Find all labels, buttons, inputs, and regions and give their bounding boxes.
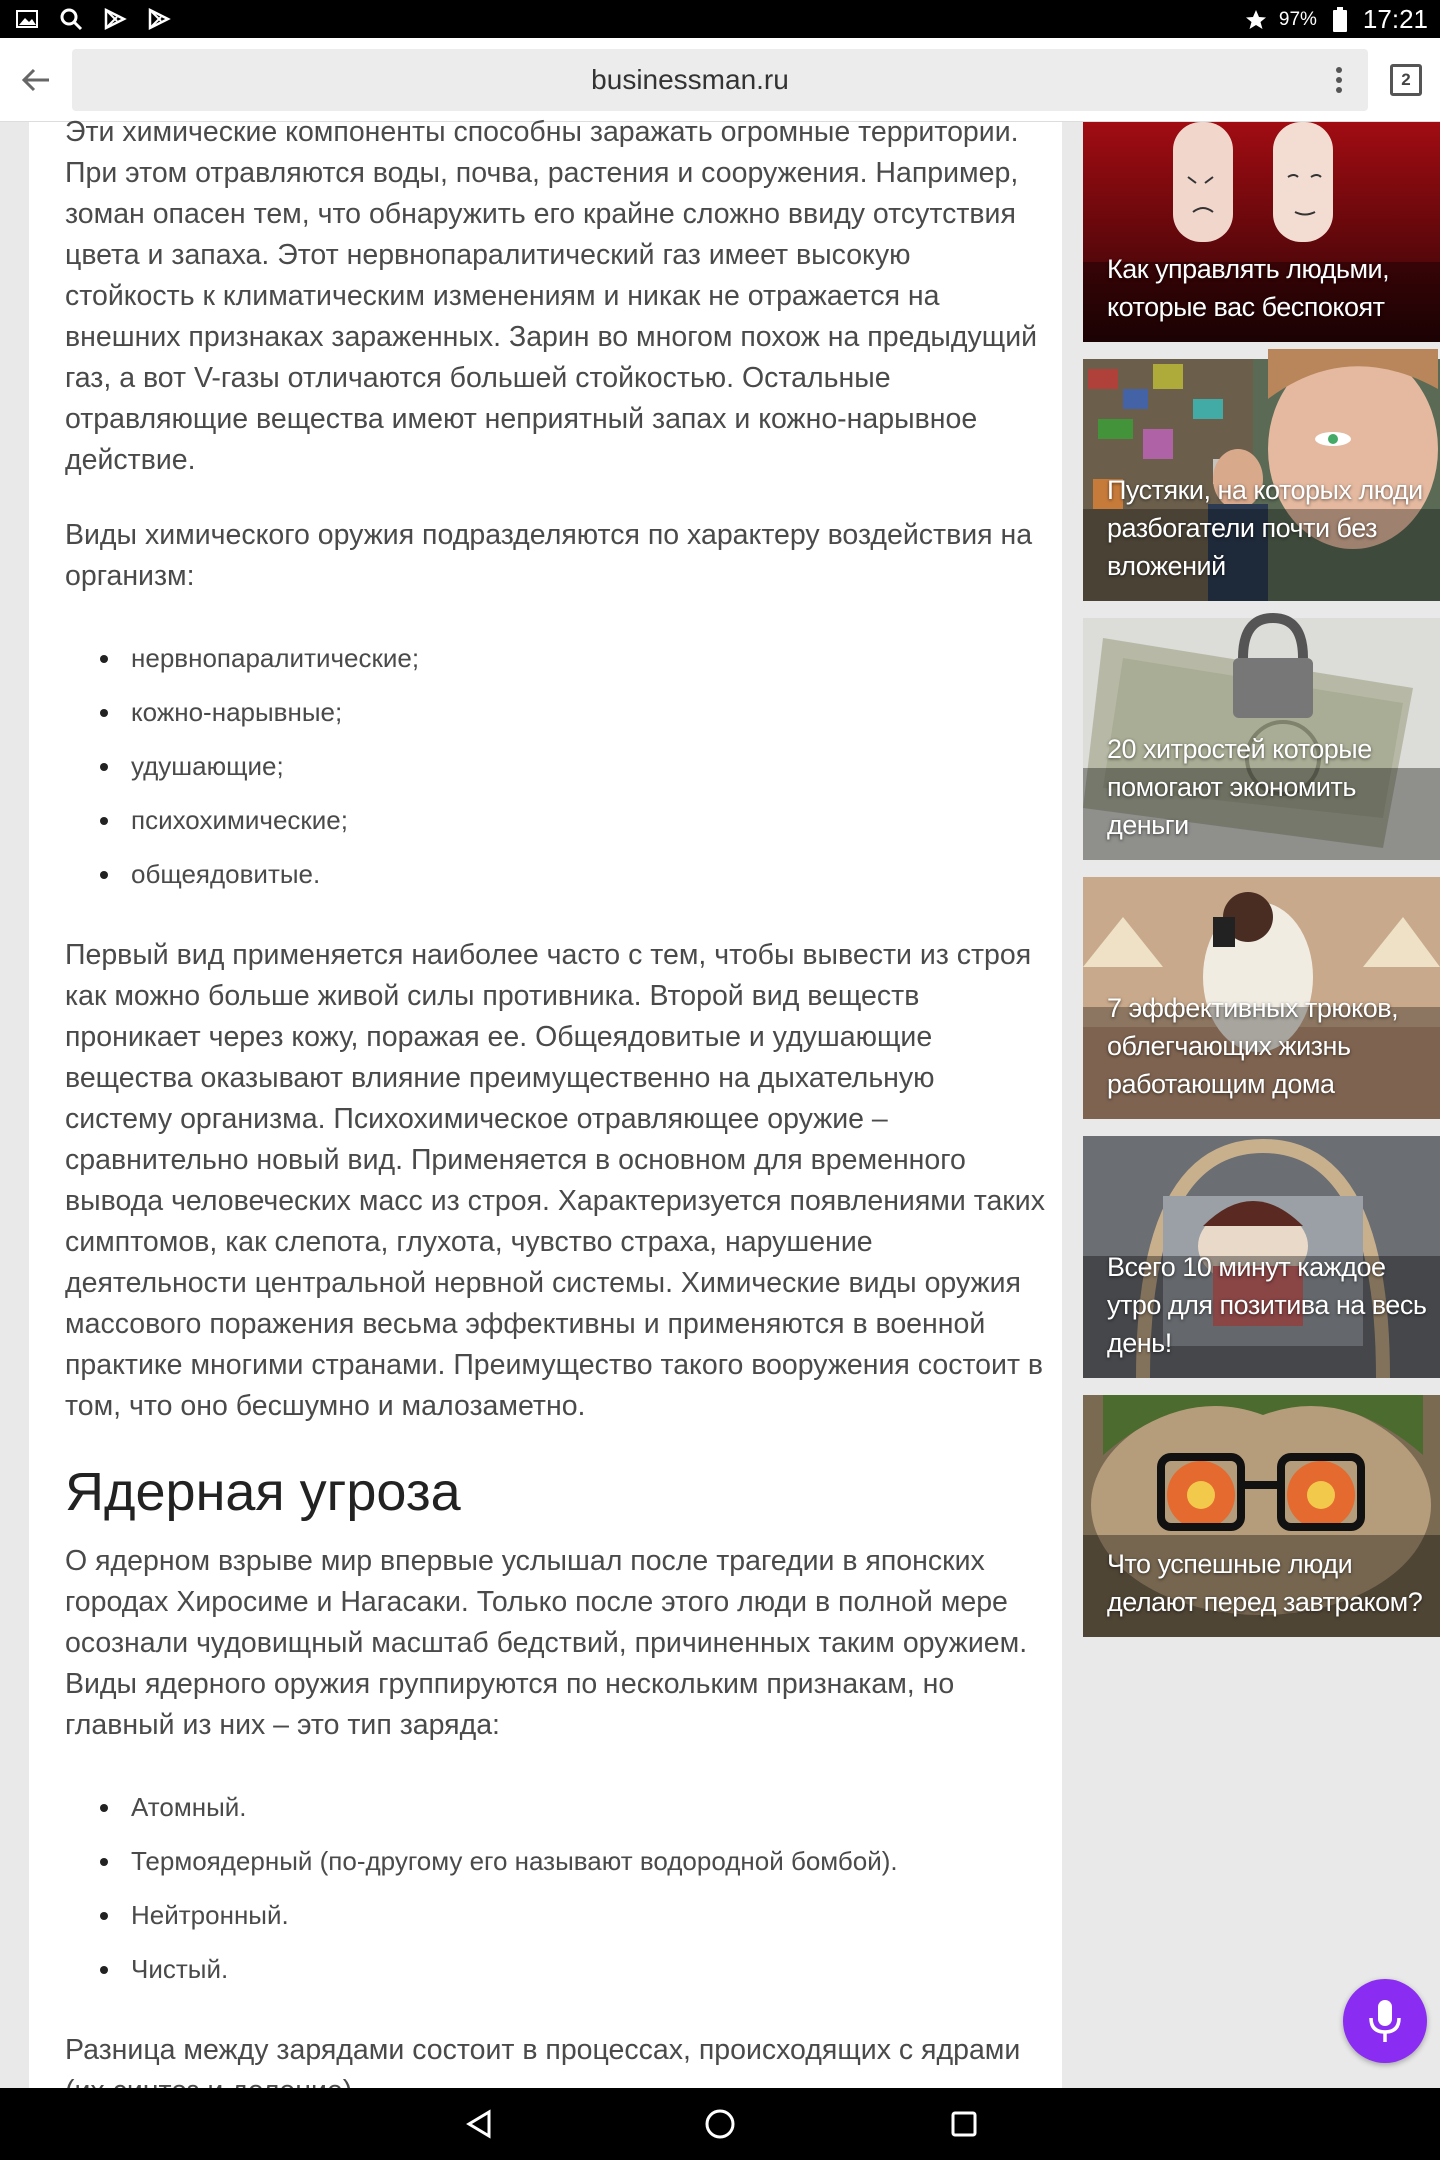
gallery-icon [14,6,40,32]
status-right [1243,4,1428,35]
card-title: Что успешные люди делают перед завтраком? [1107,1549,1423,1617]
related-article-card[interactable] [1083,122,1440,342]
play-store-icon [146,6,172,32]
battery-percent: 97% [1278,8,1317,30]
article-paragraph: О ядерном взрыве мир впервые услышал после трагедии в японских городах Хиросиме и Нагасаки. Только после этого люди в полной мере осознали чудовищный масштаб бедствий, причиненных таким оружием. Виды ядерного оружия группируются по нескольким признакам, но главный из них – это тип заряда: [65,1545,1028,1741]
card-title: 7 эффективных трюков, облегчающих жизнь работающим дома [1107,993,1399,1099]
back-arrow-icon[interactable] [14,58,58,102]
url-text: businessman.ru [591,64,789,95]
article-paragraph: Виды химического оружия подразделяются по характеру воздействия на организм: [65,519,1033,592]
section-heading: Ядерная угроза [65,1462,461,1522]
battery-icon [1327,7,1353,33]
play-store-icon [102,6,128,32]
list-item: удушающие; [65,739,1045,793]
microphone-icon [1367,1998,1403,2044]
list-item: кожно-нарывные; [65,685,1045,739]
list-item: общеядовитые. [65,847,1045,901]
card-title: Пустяки, на которых люди разбогатели почти без вложений [1107,475,1423,581]
related-article-card[interactable] [1083,359,1440,601]
back-triangle-icon[interactable] [461,2106,497,2142]
article-paragraph: Первый вид применяется наиболее часто с тем, чтобы вывести из строя как можно больше живой силы противника. Второй вид веществ проникает через кожу, поражая ее. Общеядовитые и удушающие вещества оказывают влияние преимущественно на дыхательную систему организма. Психохимическое отравляющее оружие – сравнительно новый вид. Применяется в основном для временного вывода человеческих масс из строя. Характеризуется появлениями таких симптомов, как слепота, глухота, чувство страха, нарушение деятельности центральной нервной системы. Химические виды оружия массового поражения весьма эффективны и применяются в военной практике многими странами. Преимущество такого вооружения состоит в том, что оно бесшумно и малозаметно. [65,939,1045,1422]
related-articles-sidebar [1083,122,1440,1654]
clock: 17:21 [1362,4,1428,34]
card-title: Как управлять людьми, которые вас беспокоят [1107,254,1390,322]
search-icon [58,6,84,32]
status-bar [0,0,1440,38]
article-paragraph: Эти химические компоненты способны заражать огромные территории. При этом отравляются воды, почва, растения и сооружения. Например, зоман опасен тем, что обнаружить его крайне сложно ввиду отсутствия цвета и запаха. Этот нервнопаралитический газ имеет высокую стойкость к климатическим изменениям и никак не отражается на внешних признаках зараженных. Зарин во многом похож на предыдущий газ, а вот V-газы отличаются большей стойкостью. Остальные отравляющие вещества имеют неприятный запах и кожно-нарывное действие. [65,116,1038,476]
article-paragraph: Разница между зарядами состоит в процессах, происходящих с ядрами [65,2034,1021,2066]
recents-square-icon[interactable] [946,2106,982,2142]
system-navigation-bar [0,2088,1440,2160]
voice-search-button[interactable] [1343,1979,1427,2063]
more-vert-icon[interactable] [1324,64,1354,96]
card-title: Всего 10 минут каждое утро для позитива на весь день! [1107,1252,1427,1358]
related-article-card[interactable] [1083,1395,1440,1637]
home-circle-icon[interactable] [702,2106,738,2142]
related-article-card[interactable] [1083,1136,1440,1378]
browser-toolbar [0,38,1440,122]
card-title: 20 хитростей которые помогают экономить деньги [1107,734,1372,840]
list-item: Нейтронный. [65,1888,1045,1942]
list-item: Термоядерный (по-другому его называют водородной бомбой). [65,1834,1045,1888]
list-item: Атомный. [65,1780,1045,1834]
related-article-card[interactable] [1083,618,1440,860]
list-item: психохимические; [65,793,1045,847]
notification-icons [14,6,172,32]
chemical-types-list [65,631,1045,901]
list-item: Чистый. [65,1942,1045,1996]
address-bar[interactable] [72,49,1368,111]
article-container [29,116,1062,2088]
star-icon [1243,7,1269,33]
related-article-card[interactable] [1083,877,1440,1119]
article-body [65,112,1045,2146]
tab-switcher-button[interactable]: 2 [1390,64,1422,96]
list-item: нервнопаралитические; [65,631,1045,685]
nuclear-types-list [65,1780,1045,1996]
